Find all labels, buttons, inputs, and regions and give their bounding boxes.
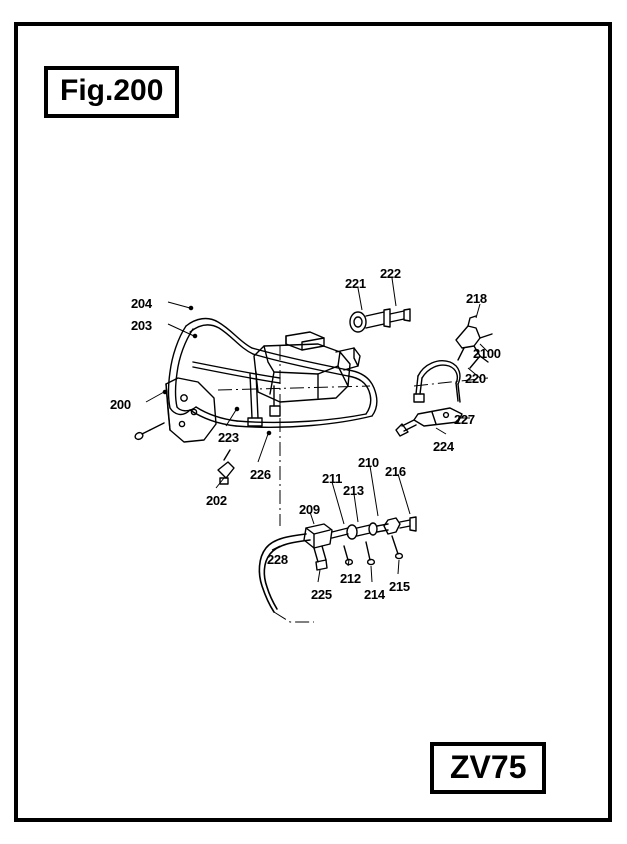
callout-204: 204: [131, 296, 152, 311]
callout-212: 212: [340, 571, 361, 586]
callout-214: 214: [364, 587, 385, 602]
model-number-label: ZV75: [450, 749, 527, 785]
callout-226: 226: [250, 467, 271, 482]
callout-218: 218: [466, 291, 487, 306]
callout-224: 224: [433, 439, 454, 454]
callout-210: 210: [358, 455, 379, 470]
callout-202: 202: [206, 493, 227, 508]
callout-200: 200: [110, 397, 131, 412]
callout-225: 225: [311, 587, 332, 602]
callout-215: 215: [389, 579, 410, 594]
callout-227: 227: [454, 412, 475, 427]
callout-2100: 2100: [473, 346, 501, 361]
callout-228: 228: [267, 552, 288, 567]
callout-222: 222: [380, 266, 401, 281]
callout-221: 221: [345, 276, 366, 291]
callout-216: 216: [385, 464, 406, 479]
callout-220: 220: [465, 371, 486, 386]
callout-203: 203: [131, 318, 152, 333]
callout-213: 213: [343, 483, 364, 498]
callout-211: 211: [322, 471, 343, 486]
callout-223: 223: [218, 430, 239, 445]
callout-209: 209: [299, 502, 320, 517]
figure-number-label: Fig.200: [60, 74, 164, 107]
exploded-parts-drawing: [18, 26, 608, 818]
drawing-artwork: [18, 26, 608, 818]
